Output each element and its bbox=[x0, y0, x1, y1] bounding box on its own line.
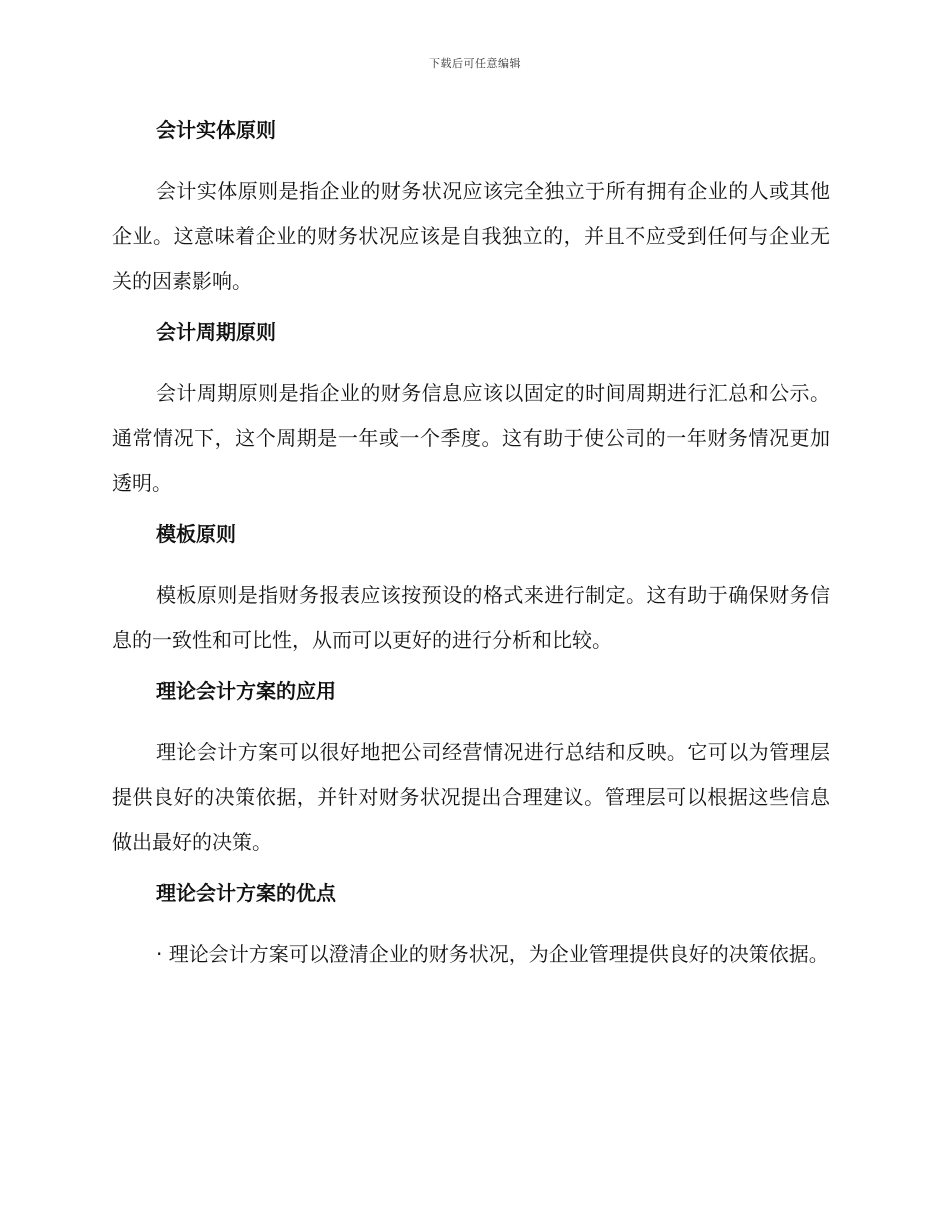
document-body bbox=[112, 112, 830, 987]
section-heading-application: 理论会计方案的应用 bbox=[156, 679, 336, 703]
section-paragraph-template: 模板原则是指财务报表应该按预设的格式来进行制定。这有助于确保财务信息的一致性和可比性，从而可以更好的进行分析和比较。 bbox=[112, 583, 830, 652]
page-header: 下载后可任意编辑 bbox=[429, 57, 521, 70]
section-paragraph-accounting-entity: 会计实体原则是指企业的财务状况应该完全独立于所有拥有企业的人或其他企业。这意味着企业的财务状况应该是自我独立的，并且不应受到任何与企业无关的因素影响。 bbox=[112, 179, 830, 293]
section-paragraph-accounting-period: 会计周期原则是指企业的财务信息应该以固定的时间周期进行汇总和公示。通常情况下，这个周期是一年或一个季度。这有助于使公司的一年财务情况更加透明。 bbox=[112, 381, 830, 495]
section-paragraph-application: 理论会计方案可以很好地把公司经营情况进行总结和反映。它可以为管理层提供良好的决策依据，并针对财务状况提出合理建议。管理层可以根据这些信息做出最好的决策。 bbox=[112, 740, 830, 854]
section-paragraph-advantages: · 理论会计方案可以澄清企业的财务状况，为企业管理提供良好的决策依据。 bbox=[156, 942, 829, 966]
section-heading-accounting-period: 会计周期原则 bbox=[156, 320, 276, 344]
section-heading-accounting-entity: 会计实体原则 bbox=[156, 118, 276, 142]
section-heading-template: 模板原则 bbox=[156, 522, 236, 546]
section-heading-advantages: 理论会计方案的优点 bbox=[156, 881, 336, 905]
